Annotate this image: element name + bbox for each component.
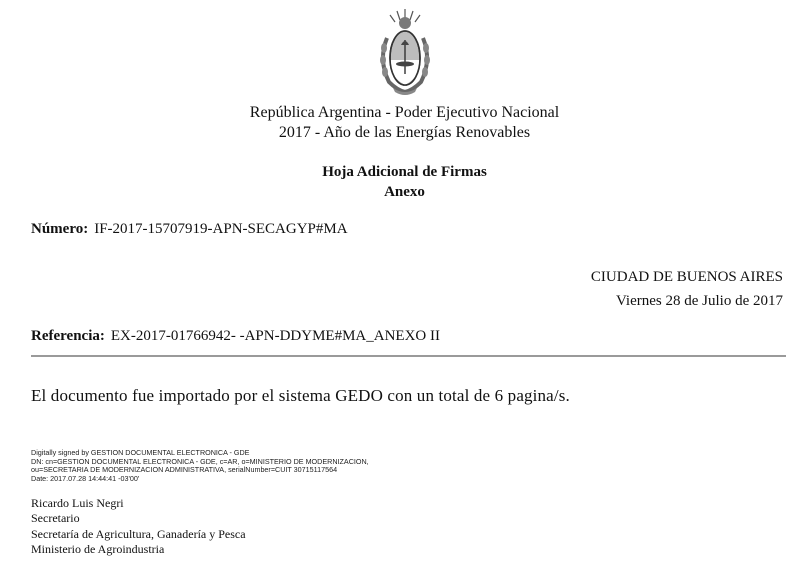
title-line-2: Anexo — [384, 184, 425, 200]
digital-signature-line: ou=SECRETARIA DE MODERNIZACION ADMINISTRATIVA, serialNumber=CUIT 30715117564 — [31, 465, 338, 475]
signer-role: Secretario — [31, 511, 80, 526]
document-number — [31, 221, 348, 238]
digital-signature-line: Date: 2017.07.28 14:44:41 -03'00' — [31, 473, 140, 483]
document-header — [0, 103, 809, 143]
signer-ministry: Ministerio de Agroindustria — [31, 542, 165, 557]
signer-office: Secretaría de Agricultura, Ganadería y Pesca — [31, 526, 246, 541]
argentina-coat-of-arms-icon — [375, 8, 435, 98]
digital-signature-line: Digitally signed by GESTION DOCUMENTAL ELECTRONICA - GDE — [31, 448, 250, 457]
reference — [31, 328, 440, 345]
header-line-2: 2017 - Año de las Energías Renovables — [278, 124, 531, 141]
digital-signature-block — [31, 449, 369, 483]
header-line-1: República Argentina - Poder Ejecutivo Nacional — [249, 104, 560, 121]
title-line-1: Hoja Adicional de Firmas — [322, 164, 487, 180]
document-title — [0, 162, 809, 202]
signer-block — [31, 496, 246, 558]
digital-signature-line: DN: cn=GESTION DOCUMENTAL ELECTRONICA - GDE, c=AR, o=MINISTERIO DE MODERNIZACION, — [31, 456, 369, 466]
body-paragraph: El documento fue importado por el sistema GEDO con un total de 6 pagina/s. — [31, 386, 570, 405]
reference-label: Referencia: — [31, 328, 105, 344]
divider — [31, 355, 786, 357]
reference-value: EX-2017-01766942- -APN-DDYME#MA_ANEXO II — [110, 328, 440, 344]
number-label: Número: — [31, 221, 89, 237]
number-value: IF-2017-15707919-APN-SECAGYP#MA — [94, 221, 348, 237]
date: Viernes 28 de Julio de 2017 — [616, 293, 783, 309]
city: CIUDAD DE BUENOS AIRES — [590, 269, 783, 285]
signer-name: Ricardo Luis Negri — [31, 496, 124, 510]
place-and-date — [591, 265, 783, 313]
